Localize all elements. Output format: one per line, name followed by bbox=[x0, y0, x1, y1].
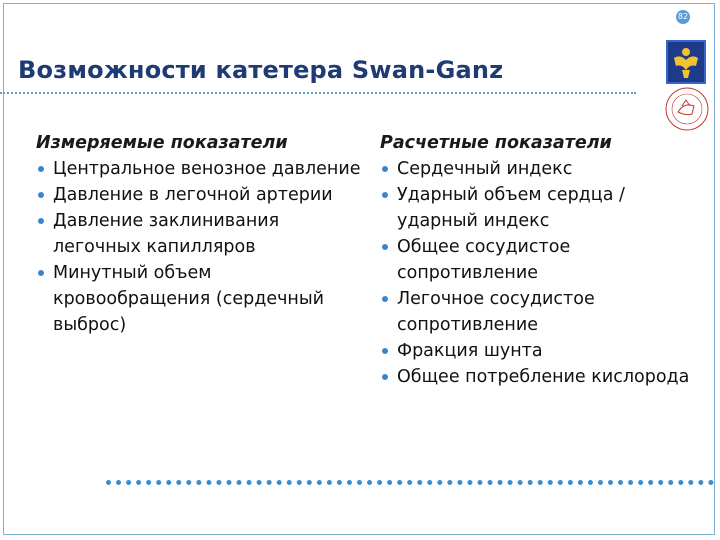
list-item: Общее потребление кислорода bbox=[380, 364, 690, 390]
list-item: Давление заклинивания легочных капилляров bbox=[36, 208, 366, 260]
round-seal-logo bbox=[664, 86, 710, 132]
list-item: Центральное венозное давление bbox=[36, 156, 366, 182]
bullet-icon bbox=[382, 166, 388, 172]
bullet-icon bbox=[38, 166, 44, 172]
list-item: Сердечный индекс bbox=[380, 156, 690, 182]
page-number: 82 bbox=[676, 10, 690, 24]
list-item: Фракция шунта bbox=[380, 338, 690, 364]
bullet-icon bbox=[38, 270, 44, 276]
bottom-divider bbox=[106, 480, 714, 485]
list-item: Легочное сосудистое сопротивление bbox=[380, 286, 690, 338]
list-item: Ударный объем сердца / ударный индекс bbox=[380, 182, 690, 234]
list-item: Давление в легочной артерии bbox=[36, 182, 366, 208]
calculated-list bbox=[380, 156, 690, 390]
bullet-icon bbox=[38, 218, 44, 224]
title-divider bbox=[0, 92, 636, 94]
measured-column bbox=[36, 130, 366, 338]
measured-heading: Измеряемые показатели bbox=[36, 133, 288, 153]
seal-icon bbox=[664, 86, 710, 132]
bullet-icon bbox=[382, 296, 388, 302]
page-title: Возможности катетера Swan-Ganz bbox=[18, 56, 504, 84]
list-item: Общее сосудистое сопротивление bbox=[380, 234, 690, 286]
calculated-column bbox=[380, 130, 690, 390]
bullet-icon bbox=[382, 192, 388, 198]
bullet-icon bbox=[382, 244, 388, 250]
calculated-heading: Расчетные показатели bbox=[380, 133, 612, 153]
bullet-icon bbox=[382, 348, 388, 354]
bullet-icon bbox=[382, 374, 388, 380]
emblem-icon bbox=[668, 42, 704, 82]
measured-list bbox=[36, 156, 366, 338]
emblem-logo bbox=[666, 40, 706, 84]
list-item: Минутный объем кровообращения (сердечный выброс) bbox=[36, 260, 366, 338]
bullet-icon bbox=[38, 192, 44, 198]
